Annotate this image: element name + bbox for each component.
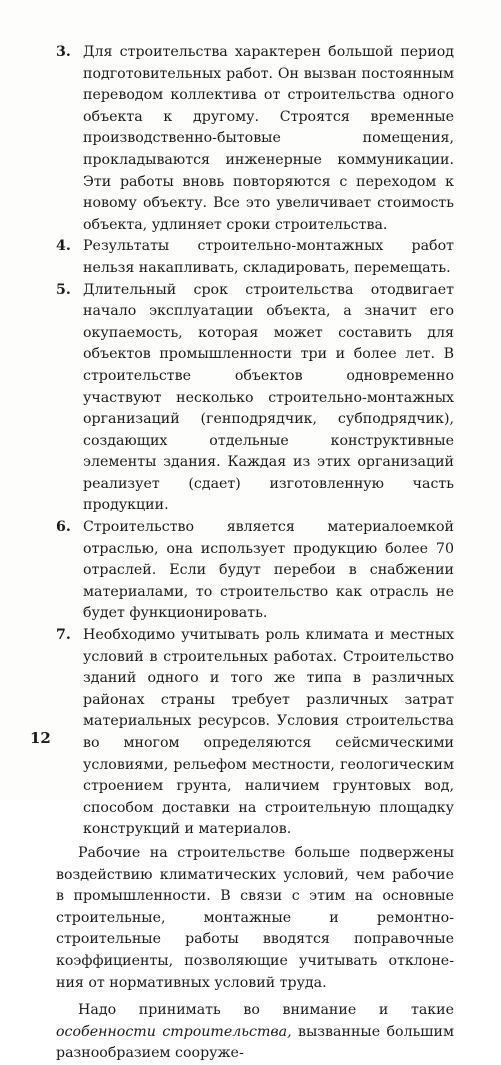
list-item-number: 6. [56,519,71,536]
emphasized-term: особенности строительства, [56,1023,292,1040]
list-item [56,517,454,625]
list-item-number: 5. [56,281,71,298]
page-number: 12 [30,729,51,747]
list-item-number: 3. [56,44,71,60]
list-item-text: Строительство является материалоемкой отраслью, она использует продукцию более 70 отраслей. Если будут перебои в снабжении материалами, то строительство как отрасль не будет функционировать. [83,519,454,622]
list-item-text: Для строительства характерен большой период подготовительных работ. Он вызван постоянным переводом коллектива от строительства одного объекта к другому. Строятся временные производственно-бытовые помещения, прокладываются инженерные коммуникации. Эти работы вновь повторяются с переходом к новому объекту. Все это увеличивает стоимость объекта, удлиняет сроки строительства. [83,44,454,233]
list-item-number: 4. [56,238,71,255]
body-paragraph: Рабочие на строительстве больше подвержены воздействию климатических условий, чем рабочие в промышленности. В связи с этим на основные строительные, монтажные и ремонтно-строительные работы вводятся поправочные коэффициенты, позволяющие учитывать отклонения от нормативных условий труда. [56,844,454,991]
list-item [56,625,454,841]
list-item [56,280,454,518]
features-list [56,42,454,841]
list-item-text: Результаты строительно-монтажных работ нельзя накапливать, складировать, перемещать. [83,238,454,276]
page-text [56,42,454,1065]
list-item-text: Длительный срок строительства отодвигает начало эксплуатации объекта, а значит его окупаемость, которая может составить для объектов промышленности три и более лет. В строительстве объектов одновременно участвуют несколько строительно-монтажных организаций (генподрядчик, субподрядчик), создающих отдельные конструктивные элементы здания. Каждая из этих организаций реализует (сдает) изготовленную часть продукции. [83,281,454,514]
list-item [56,236,454,279]
paragraph-text-end: вызванные большим разнообразием сооруже- [56,1023,454,1062]
list-item-text: Необходимо учитывать роль климата и местных условий в строительных работах. Строительство зданий одного и того же типа в различных районах страны требует различных затрат материальных ресурсов. Условия строительства во многом определяются сейсмическими условиями, рельефом местности, геологическим строением грунта, наличием грунтовых вод, способом доставки на строительную площадку конструкций и материалов. [83,627,454,838]
list-item [56,42,454,236]
paragraph-text-start: Надо принимать во внимание и такие [78,1002,454,1019]
body-paragraph [56,1000,454,1065]
list-item-number: 7. [56,627,71,644]
